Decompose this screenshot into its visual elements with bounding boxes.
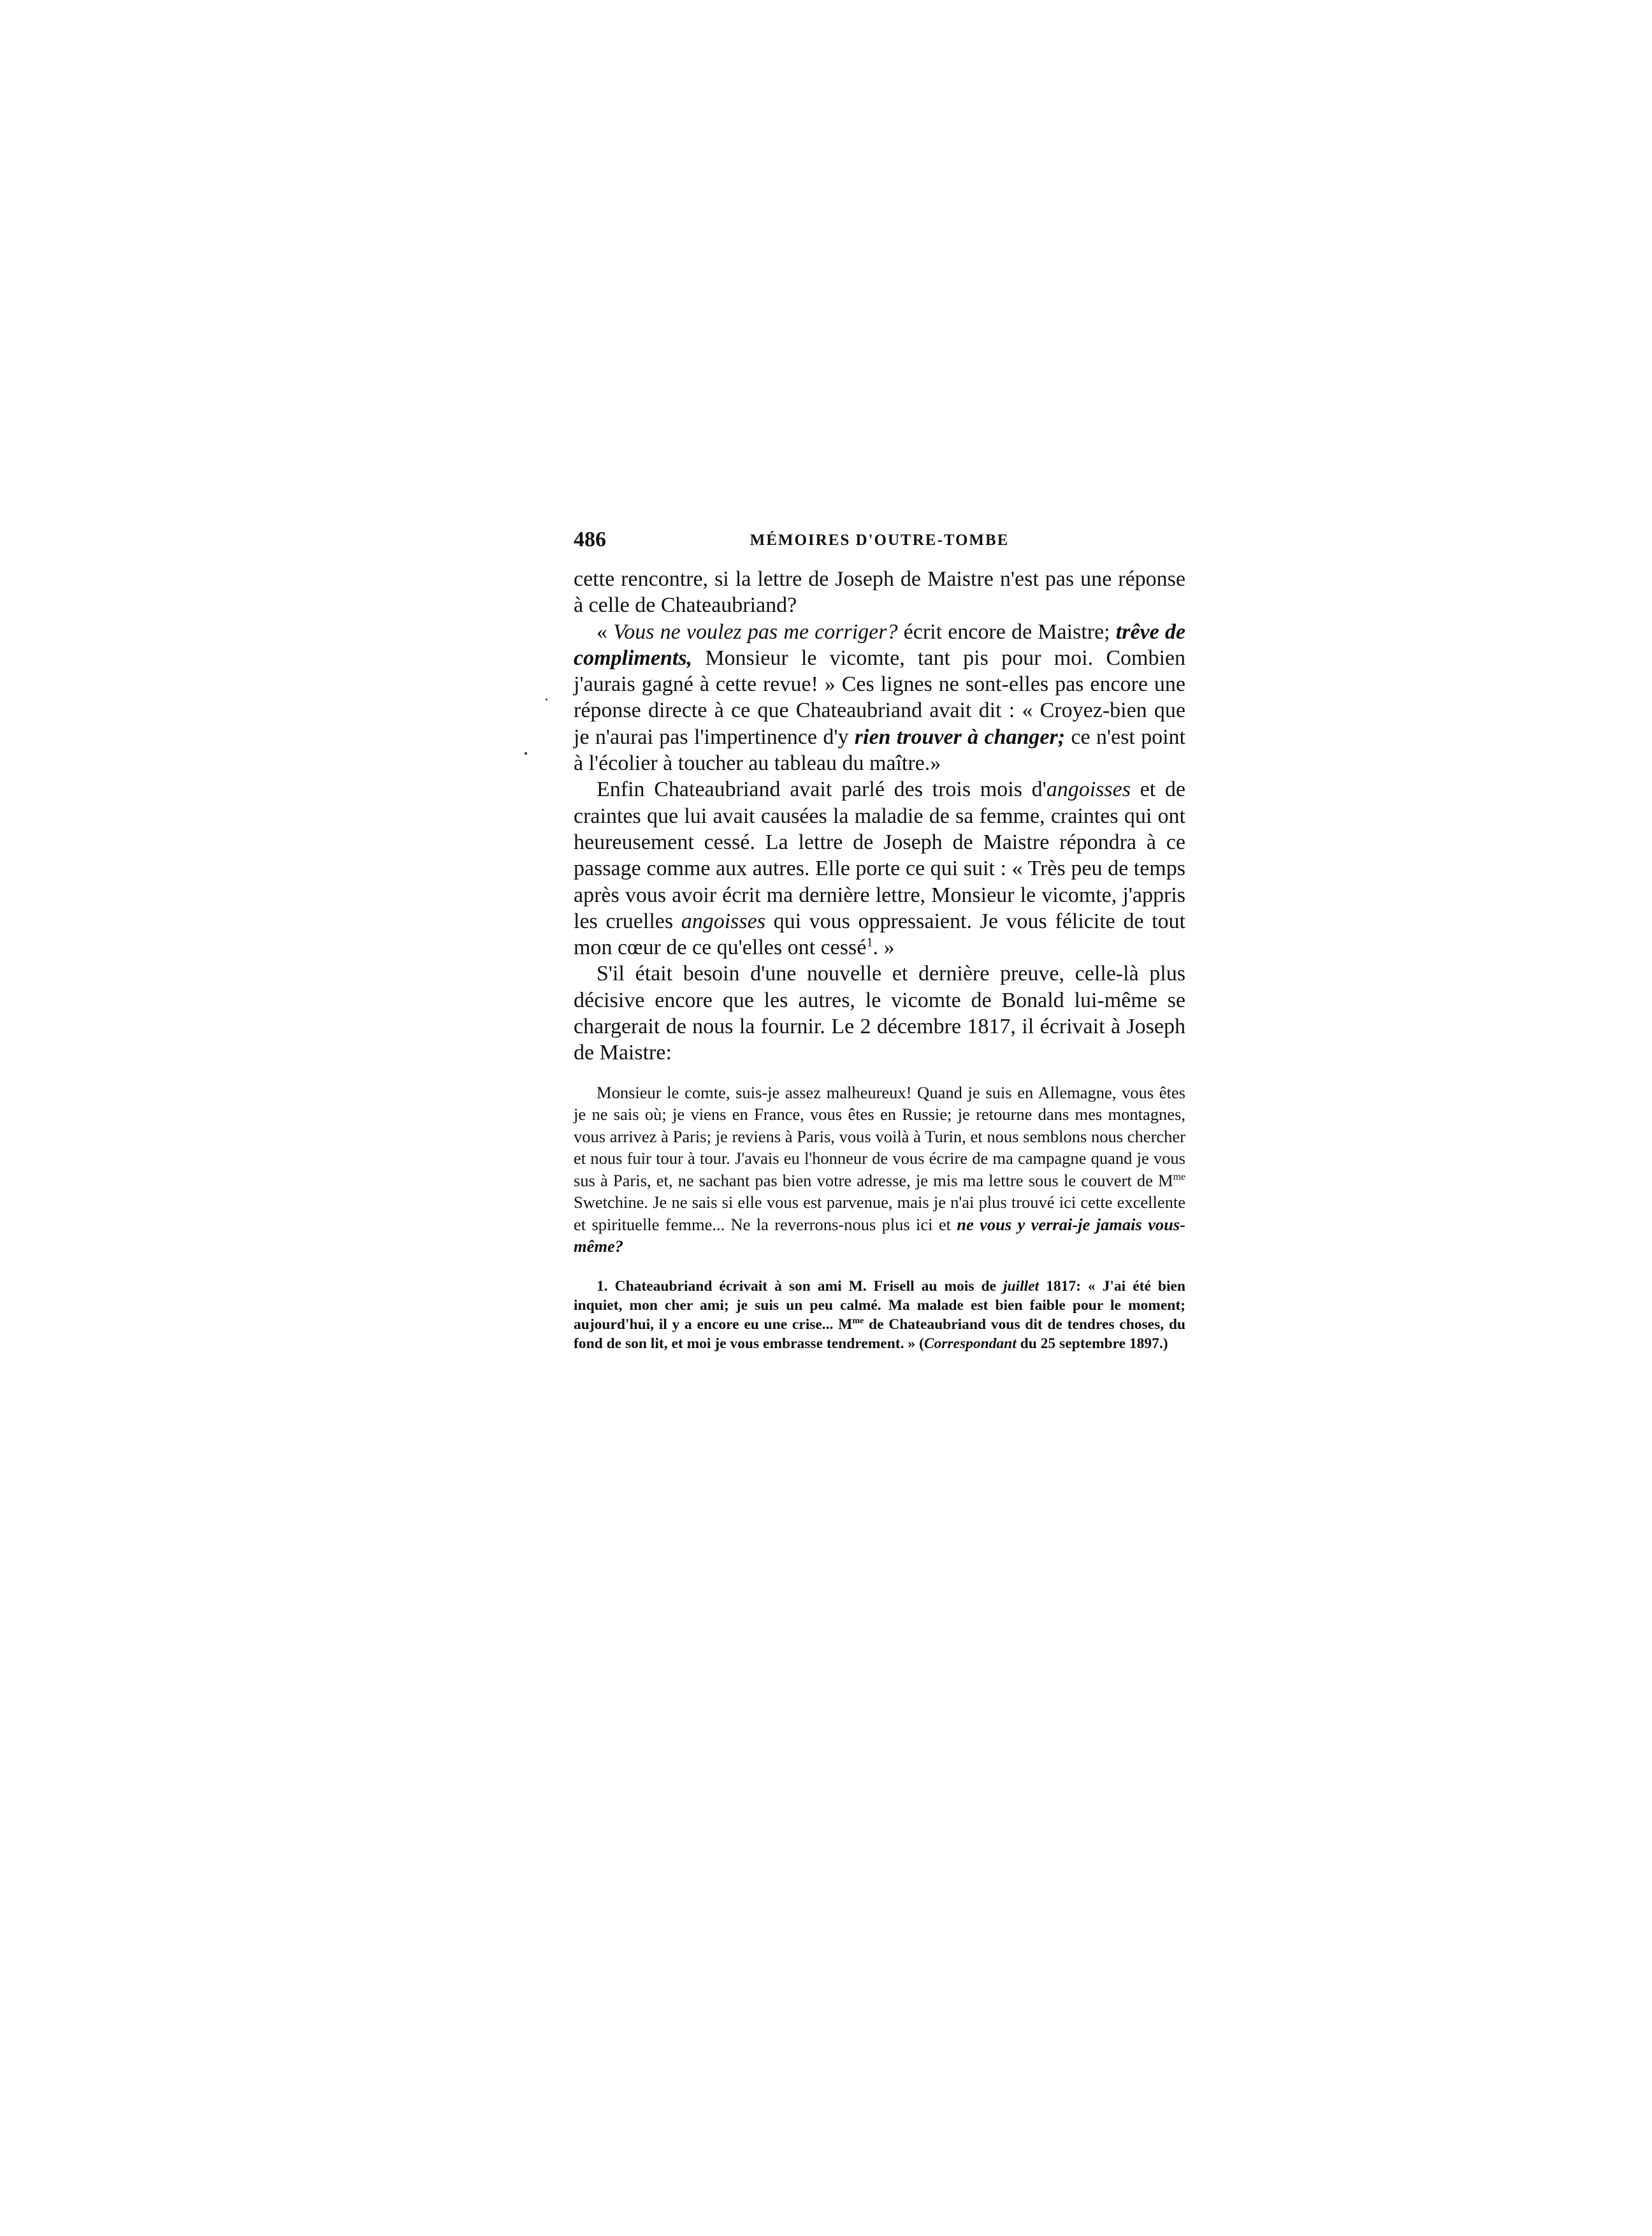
- quoted-letter: Monsieur le comte, suis-je assez malheureux! Quand je suis en Allemagne, vous êtes je ne sais où; je viens en France, vous êtes en Russie; je retourne dans mes montagnes, vous arrivez à Paris; je reviens à Paris, vous voilà à Turin, et nous semblons nous chercher et nous fuir tour à tour. J'avais eu l'honneur de vous écrire de ma campagne quand je vous sus à Paris, et, ne sachant pas bien votre adresse, je mis ma lettre sous le couvert de $M^{me}$ Swetchine. Je ne sais si elle vous est parvenue, mais je n'ai plus trouvé ici cette excellente et spirituelle femme... Ne la reverrons-nous plus ici et ne vous y verrai-je jamais vous-même?: [574, 1082, 1186, 1256]
- paragraph-4: S'il était besoin d'une nouvelle et dernière preuve, celle-là plus décisive encore que les autres, le vicomte de Bonald lui-même se chargerait de nous la fournir. Le 2 décembre 1817, il écrivait à Joseph de Maistre:: [574, 962, 1185, 1065]
- paragraph-3: Enfin Chateaubriand avait parlé des trois mois d'angoisses et de craintes que lui avait causées la maladie de sa femme, craintes qui ont heureusement cessé. La lettre de Joseph de Maistre répondra à ce passage comme aux autres. Elle porte ce qui suit : « Très peu de temps après vous avoir écrit ma dernière lettre, Monsieur le vicomte, j'appris les cruelles angoisses qui vous oppressaient. Je vous félicite de tout mon cœur de ce qu'elles ont cessé$^1$. »: [574, 778, 1185, 960]
- paragraph-2: « Vous ne voulez pas me corriger? écrit encore de Maistre; trêve de compliments, Monsieur le vicomte, tant pis pour moi. Combien j'aurais gagné à cette revue! » Ces lignes ne sont-elles pas encore une réponse directe à ce que Chateaubriand avait dit : « Croyez-bien que je n'aurai pas l'impertinence d'y rien trouver à changer; ce n'est point à l'écolier à toucher au tableau du maître.»: [574, 620, 1186, 776]
- quote-italic: rien trouver à changer;: [854, 725, 1066, 749]
- body-text: [574, 566, 1185, 1066]
- scan-speck: [546, 699, 547, 701]
- emphasis: angoisses: [681, 909, 765, 933]
- scan-speck: [525, 752, 527, 755]
- letter-italic: ne vous y verrai-je jamais vous-même?: [574, 1214, 1186, 1256]
- quote-italic: Vous ne voulez pas me corriger?: [613, 620, 898, 644]
- running-title: MÉMOIRES D'OUTRE-TOMBE: [750, 532, 1010, 549]
- footnote-marker: 1: [866, 935, 873, 950]
- running-head: [574, 528, 1185, 557]
- page-number: 486: [574, 528, 606, 551]
- book-page: [574, 528, 1185, 1353]
- emphasis: angoisses: [1046, 778, 1131, 802]
- quote-italic: trêve de compliments,: [574, 620, 1186, 670]
- footnote: 1. Chateaubriand écrivait à son ami M. Frisell au mois de juillet 1817: « J'ai été bien inquiet, mon cher ami; je suis un peu calmé. Ma malade est bien faible pour le moment; aujourd'hui, il y a encore eu une crise... $M^{me}$ de Chateaubriand vous dit de tendres choses, du fond de son lit, et moi je vous embrasse tendrement. » (Correspondant du 25 septembre 1897.): [574, 1277, 1185, 1352]
- paragraph-1: cette rencontre, si la lettre de Joseph de Maistre n'est pas une réponse à celle de Chateaubriand?: [574, 567, 1185, 618]
